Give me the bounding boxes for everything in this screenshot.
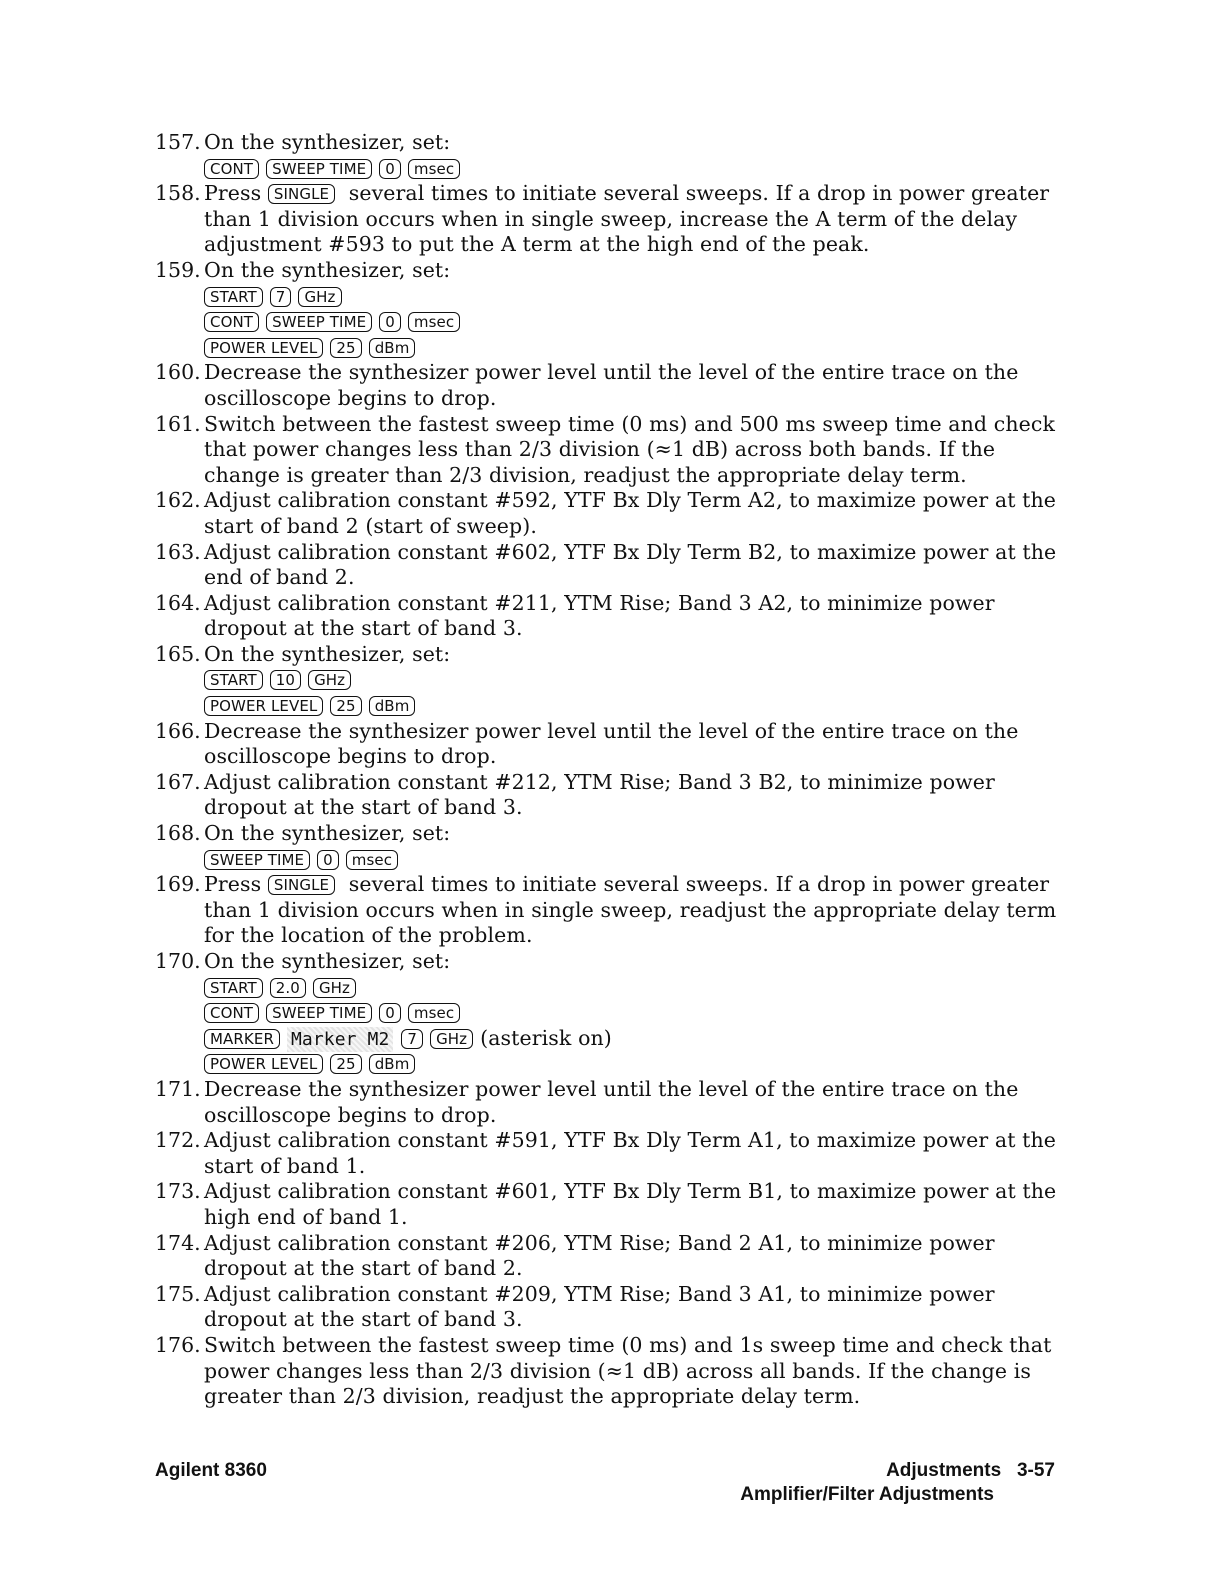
step-body (204, 1179, 1060, 1230)
step-body (204, 181, 1060, 258)
key-sequence (204, 847, 1060, 873)
step-number: 157. (155, 130, 201, 154)
step-number: 167. (155, 769, 201, 794)
hardkey-label: msec (408, 1003, 460, 1023)
step-number: 171. (155, 1076, 201, 1101)
hardkey-label: SWEEP TIME (266, 159, 372, 179)
hardkey-label: GHz (313, 978, 356, 998)
procedure-step (155, 181, 1060, 258)
procedure-step (155, 591, 1060, 642)
step-text: Adjust calibration constant #602, YTF Bx Dly Term B2, to maximize power at the end of band 2. (204, 539, 1057, 590)
step-number: 176. (155, 1332, 201, 1357)
step-text: On the synthesizer, set: (204, 257, 451, 282)
hardkey-label: SWEEP TIME (204, 850, 310, 870)
hardkey-label: dBm (369, 1054, 416, 1074)
key-sequence (204, 667, 1060, 693)
procedure-step (155, 540, 1060, 591)
hardkey-label: 2.0 (270, 978, 306, 998)
step-body (204, 130, 1060, 181)
step-body (204, 821, 1060, 872)
hardkey-label: POWER LEVEL (204, 696, 323, 716)
hardkey-label: msec (346, 850, 398, 870)
hardkey-label: dBm (369, 696, 416, 716)
procedure-step (155, 1231, 1060, 1282)
key-sequence (204, 309, 1060, 335)
hardkey-label: CONT (204, 1003, 259, 1023)
step-body (204, 949, 1060, 1077)
procedure-step (155, 258, 1060, 360)
step-body (204, 719, 1060, 770)
step-number: 169. (155, 872, 201, 897)
hardkey-label: 7 (270, 287, 292, 307)
step-body (204, 1077, 1060, 1128)
footer-subsection: Amplifier/Filter Adjustments (740, 1484, 994, 1505)
step-text-fragment: several times to initiate several sweeps. If a drop in power greater than 1 division occurs when in single sweep, readjust the appropriate delay term for the location of the problem. (204, 872, 1057, 948)
procedure-step (155, 949, 1060, 1077)
hardkey-label: 25 (330, 1054, 361, 1074)
procedure-steps (155, 130, 1060, 1410)
step-text: Adjust calibration constant #591, YTF Bx Dly Term A1, to maximize power at the start of band 1. (204, 1128, 1057, 1178)
step-text: Switch between the fastest sweep time (0 ms) and 1s sweep time and check that power changes less than 2/3 division (≈1 dB) across all bands. If the change is greater than 2/3 division, readjust the appropriate delay term. (204, 1332, 1052, 1409)
step-body (204, 412, 1060, 489)
procedure-step (155, 412, 1060, 489)
procedure-step (155, 1077, 1060, 1128)
key-sequence (204, 284, 1060, 310)
hardkey-label: SWEEP TIME (266, 312, 372, 332)
hardkey-label: POWER LEVEL (204, 338, 323, 358)
hardkey-label: GHz (430, 1029, 473, 1049)
step-text: Decrease the synthesizer power level until the level of the entire trace on the oscilloscope begins to drop. (204, 1076, 1019, 1127)
step-text: On the synthesizer, set: (204, 821, 451, 846)
procedure-step (155, 360, 1060, 411)
step-number: 170. (155, 949, 201, 973)
procedure-step (155, 770, 1060, 821)
step-text-fragment: several times to initiate several sweeps. If a drop in power greater than 1 division occurs when in single sweep, increase the A term of the delay adjustment #593 to put the A term at the high end of the peak. (204, 181, 1050, 257)
step-text: Adjust calibration constant #212, YTM Rise; Band 3 B2, to minimize power dropout at the start of band 3. (204, 769, 995, 820)
step-number: 161. (155, 411, 201, 436)
hardkey-label: CONT (204, 159, 259, 179)
procedure-step (155, 719, 1060, 770)
step-text: Decrease the synthesizer power level until the level of the entire trace on the oscilloscope begins to drop. (204, 718, 1019, 769)
step-number: 162. (155, 488, 201, 513)
hardkey-label: msec (408, 312, 460, 332)
procedure-step (155, 821, 1060, 872)
step-number: 165. (155, 641, 201, 666)
step-body (204, 1282, 1060, 1333)
key-sequence (204, 693, 1060, 719)
step-number: 173. (155, 1179, 201, 1204)
key-sequence (204, 975, 1060, 1001)
step-text: Adjust calibration constant #206, YTM Rise; Band 2 A1, to minimize power dropout at the start of band 2. (204, 1230, 995, 1281)
step-text: On the synthesizer, set: (204, 949, 451, 973)
step-text: On the synthesizer, set: (204, 641, 451, 666)
hardkey-label: START (204, 670, 263, 690)
key-sequence (204, 1051, 1060, 1077)
footer-section-page: Adjustments 3-57 (886, 1460, 1055, 1481)
procedure-step (155, 1333, 1060, 1410)
step-text: Adjust calibration constant #592, YTF Bx Dly Term A2, to maximize power at the start of band 2 (start of sweep). (204, 488, 1057, 538)
step-number: 172. (155, 1128, 201, 1153)
key-sequence (204, 1026, 1060, 1052)
hardkey-label: CONT (204, 312, 259, 332)
step-number: 159. (155, 257, 201, 282)
step-number: 164. (155, 590, 201, 615)
procedure-step (155, 1179, 1060, 1230)
step-text: Adjust calibration constant #209, YTM Rise; Band 3 A1, to minimize power dropout at the start of band 3. (204, 1281, 995, 1332)
step-number: 175. (155, 1281, 201, 1306)
procedure-step (155, 1282, 1060, 1333)
step-number: 168. (155, 821, 201, 846)
step-number: 158. (155, 181, 201, 206)
hardkey-label: 25 (330, 696, 361, 716)
step-number: 163. (155, 539, 201, 564)
hardkey-label: 10 (270, 670, 301, 690)
hardkey-label: 0 (379, 1003, 401, 1023)
key-sequence (204, 335, 1060, 361)
hardkey-label: GHz (298, 287, 341, 307)
hardkey-label: msec (408, 159, 460, 179)
hardkey-label: SINGLE (268, 184, 335, 204)
step-body (204, 1333, 1060, 1410)
step-text: Switch between the fastest sweep time (0 ms) and 500 ms sweep time and check that power changes less than 2/3 division (≈1 dB) across both bands. If the change is greater than 2/3 division, readjust the appropriate delay term. (204, 411, 1055, 487)
step-body (204, 540, 1060, 591)
step-body (204, 770, 1060, 821)
step-body (204, 872, 1060, 949)
key-sequence (204, 156, 1060, 182)
hardkey-label: 0 (317, 850, 339, 870)
step-body (204, 591, 1060, 642)
hardkey-label: START (204, 287, 263, 307)
hardkey-label: GHz (308, 670, 351, 690)
procedure-step (155, 872, 1060, 949)
procedure-step (155, 1128, 1060, 1179)
key-sequence (204, 1000, 1060, 1026)
step-body (204, 360, 1060, 411)
step-number: 174. (155, 1230, 201, 1255)
step-text-fragment: Press (204, 181, 268, 206)
step-text: Adjust calibration constant #211, YTM Rise; Band 3 A2, to minimize power dropout at the start of band 3. (204, 590, 995, 641)
hardkey-label: SINGLE (268, 875, 335, 895)
procedure-step (155, 130, 1060, 181)
step-text: Decrease the synthesizer power level until the level of the entire trace on the oscilloscope begins to drop. (204, 360, 1019, 410)
hardkey-label: 7 (401, 1029, 423, 1049)
step-body (204, 488, 1060, 539)
step-body (204, 642, 1060, 719)
step-number: 166. (155, 718, 201, 743)
step-body (204, 1231, 1060, 1282)
hardkey-label: 0 (379, 312, 401, 332)
step-text: Adjust calibration constant #601, YTF Bx Dly Term B1, to maximize power at the high end of band 1. (204, 1179, 1057, 1229)
step-number: 160. (155, 360, 201, 385)
step-text-fragment: Press (204, 872, 268, 897)
procedure-step (155, 488, 1060, 539)
note-text: (asterisk on) (480, 1025, 612, 1050)
hardkey-label: 0 (379, 159, 401, 179)
hardkey-label: dBm (369, 338, 416, 358)
procedure-step (155, 642, 1060, 719)
step-text: On the synthesizer, set: (204, 130, 451, 154)
softkey-label: Marker M2 (287, 1027, 393, 1053)
step-text (204, 872, 1060, 949)
hardkey-label: SWEEP TIME (266, 1003, 372, 1023)
footer-product: Agilent 8360 (155, 1460, 267, 1481)
step-text (204, 181, 1060, 258)
hardkey-label: POWER LEVEL (204, 1054, 323, 1074)
step-body (204, 1128, 1060, 1179)
step-body (204, 258, 1060, 360)
hardkey-label: START (204, 978, 263, 998)
hardkey-label: MARKER (204, 1029, 280, 1049)
hardkey-label: 25 (330, 338, 361, 358)
